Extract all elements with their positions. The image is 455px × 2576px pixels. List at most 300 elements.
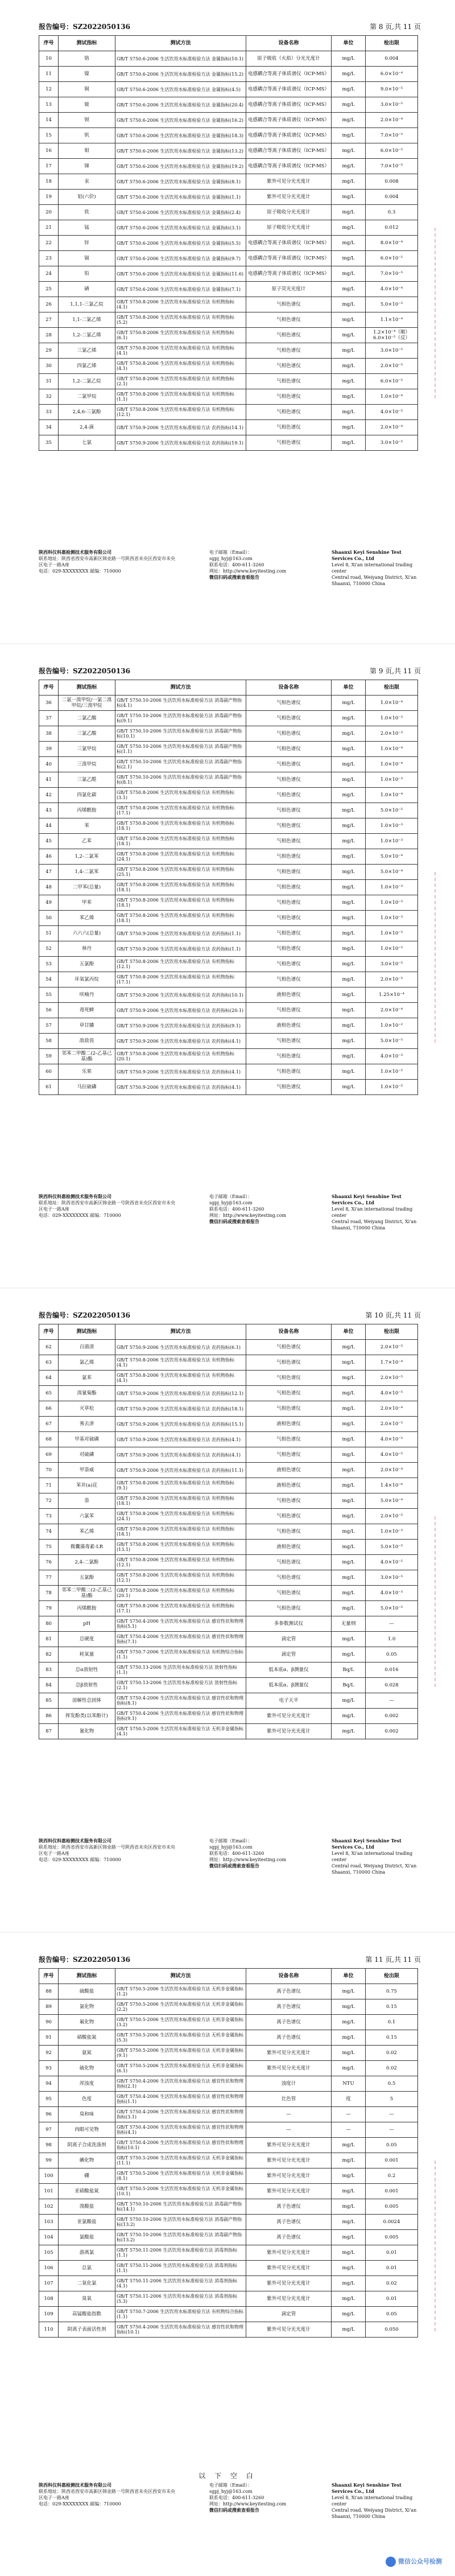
table-cell: GB/T 5750.6-2006 生活饮用水标准检验方法 金属指标(19.2) [115,159,246,174]
table-cell: 气相色谱仪 [246,1034,332,1049]
report-page [0,1289,455,1932]
table-cell: 64 [39,1371,59,1386]
table-cell: 76 [39,1555,59,1570]
table-cell: 4.0×10⁻⁵ [366,1432,418,1447]
table-cell: 钼 [59,143,115,159]
table-cell: 6.0×10⁻⁴ [366,67,418,82]
table-cell: 5.0×10⁻⁵ [366,1034,418,1049]
table-cell: GB/T 5750.6-2006 生活饮用水标准检验方法 金属指标(18.3) [115,128,246,143]
report-page [0,1933,455,2576]
table-cell: 1.0×10⁻³ [366,834,418,849]
table-cell: mg/L [332,266,366,282]
table-cell: 77 [39,1570,59,1586]
page-footer [39,1194,421,1233]
table-cell: GB/T 5750.11-2006 生活饮用水标准检验方法 消毒剂指标(5.3) [115,2291,246,2307]
table-cell: 44 [39,818,59,834]
table-cell: 铬 [59,51,115,67]
table-cell: 5.0×10⁻⁵ [366,803,418,818]
table-cell: 滴定管 [246,2307,332,2322]
table-cell: 24 [39,266,59,282]
table-cell: 气相色谱仪 [246,328,332,343]
table-cell: 50 [39,911,59,926]
table-cell: 气相色谱仪 [246,803,332,818]
table-cell: GB/T 5750.8-2006 生活饮用水标准检验方法 有机物指标(20.1) [115,1049,246,1064]
table-row [39,343,418,359]
table-cell: mg/L [332,834,366,849]
seam-stamp-mark [435,228,444,398]
table-cell: 1,2-二氯苯 [59,849,115,865]
table-cell: mg/L [332,190,366,205]
table-cell: 71 [39,1478,59,1493]
table-cell: mg/L [332,1417,366,1432]
table-cell: 气相色谱仪 [246,374,332,389]
table-cell: 气相色谱仪 [246,880,332,895]
table-cell: 59 [39,1049,59,1064]
table-cell: 9.0×10⁻⁵ [366,82,418,97]
table-cell: GB/T 5750.6-2006 生活饮用水标准检验方法 金属指标(3.1) [115,220,246,236]
table-cell: 臭和味 [59,2107,115,2122]
footer-contact [209,1194,295,1225]
table-cell: 0.05 [366,2138,418,2153]
table-cell: — [366,1693,418,1709]
footer-line: 陕西科仪科惠检测技术服务有限公司 [39,2482,111,2488]
table-cell: 47 [39,865,59,880]
table-cell: 1.0×10⁻⁵ [366,1064,418,1080]
table-cell: 硫酸盐 [59,1984,115,1999]
table-cell: 68 [39,1432,59,1447]
footer-line: 联系电话：400-611-3260 [209,2495,264,2500]
table-cell: 总α放射性 [59,1663,115,1678]
table-cell: 17 [39,159,59,174]
table-cell: 57 [39,1018,59,1034]
footer-line: 电话：029-XXXXXXXX 邮编：710000 [39,2501,121,2507]
table-cell: 36 [39,696,59,711]
table-cell: 1.0×10⁻³ [366,911,418,926]
table-cell: 比色管 [246,2092,332,2107]
table-cell: 101 [39,2184,59,2199]
report-number: 报告编号：SZ2022050136 [39,1311,130,1319]
table-cell: 28 [39,328,59,343]
table-cell: GB/T 5750.10-2006 生活饮用水标准检验方法 消毒副产物指标(10.1) [115,726,246,742]
column-header: 测试方法 [115,680,246,696]
table-cell: 气相色谱仪 [246,420,332,435]
test-methods-table [39,680,418,1095]
table-cell: 0.001 [366,2184,418,2199]
footer-line: Central road, Weiyang District, Xi'an [332,1219,417,1224]
table-cell: GB/T 5750.10-2006 生活饮用水标准检验方法 消毒副产物指标(9.1) [115,711,246,726]
table-row [39,1386,418,1401]
column-header: 检出限 [366,680,418,696]
table-cell: 离子色谱仪 [246,1984,332,1999]
table-cell: 6.0×10⁻⁵ [366,374,418,389]
footer-line: Shaanxi Keyi Senshine Test Services Co., Ltd [332,1838,402,1850]
table-cell: 0.3 [366,205,418,220]
table-cell: mg/L [332,174,366,190]
table-cell: 23 [39,251,59,266]
table-cell: 亚氯酸盐 [59,2215,115,2230]
table-cell: mg/L [332,51,366,67]
footer-line: 电话：029-XXXXXXXX 邮编：710000 [39,569,121,574]
table-cell: mg/L [332,343,366,359]
table-row [39,328,418,343]
table-cell: 26 [39,297,59,312]
table-cell: 气相色谱仪 [246,1509,332,1524]
footer-company-cn [39,1194,175,1219]
table-cell: 环氧氯丙烷 [59,972,115,987]
table-cell: GB/T 5750.9-2006 生活饮用水标准检验方法 农药指标(1.1) [115,926,246,941]
table-cell: 乐果 [59,1064,115,1080]
column-header: 测试指标 [59,680,115,696]
table-cell: GB/T 5750.9-2006 生活饮用水标准检验方法 农药指标(6.1) [115,1340,246,1355]
table-cell: pH [59,1616,115,1632]
table-cell: 硫化物 [59,2061,115,2076]
table-cell: mg/L [332,251,366,266]
table-cell: 54 [39,972,59,987]
table-cell: GB/T 5750.6-2006 生活饮用水标准检验方法 金属指标(13.2) [115,143,246,159]
footer-line: 电话：029-XXXXXXXX 邮编：710000 [39,1857,121,1862]
table-cell: GB/T 5750.6-2006 生活饮用水标准检验方法 金属指标(7.1) [115,282,246,297]
table-cell: 色度 [59,2092,115,2107]
table-cell: GB/T 5750.8-2006 生活饮用水标准检验方法 有机物指标(13.1) [115,1540,246,1555]
table-cell: 三溴甲烷 [59,757,115,772]
table-row [39,2138,418,2153]
table-cell: 16 [39,143,59,159]
table-cell: 原子吸收分光光度计 [246,220,332,236]
table-cell: GB/T 5750.8-2006 生活饮用水标准检验方法 有机物指标(4.1) [115,343,246,359]
table-row [39,1432,418,1447]
table-cell: mg/L [332,2030,366,2046]
table-row [39,726,418,742]
table-cell: 2.0×10⁻⁵ [366,1371,418,1386]
watermark-text: 微信公众号检测 [398,2558,442,2565]
table-cell: mg/L [332,282,366,297]
table-cell: 1,4-二氯苯 [59,865,115,880]
column-header: 设备名称 [246,1324,332,1340]
footer-line: Level 8, Xi'an international trading center [332,1851,413,1862]
table-cell: 108 [39,2291,59,2307]
table-cell: 65 [39,1386,59,1401]
table-cell: 气相色谱仪 [246,834,332,849]
table-cell: 42 [39,788,59,803]
table-cell: 电感耦合等离子体质谱仪（ICP-MS） [246,143,332,159]
table-cell: 马拉硫磷 [59,1080,115,1095]
table-row [39,113,418,128]
table-row [39,2276,418,2291]
table-cell: mg/L [332,1693,366,1709]
table-cell: 氰化物 [59,1724,115,1739]
table-cell: 33 [39,405,59,420]
table-cell: 溴氰菊酯 [59,1386,115,1401]
table-cell: GB/T 5750.9-2006 生活饮用水标准检验方法 农药指标(20.1) [115,1003,246,1018]
table-cell: 1.0×10⁻³ [366,772,418,788]
table-cell: GB/T 5750.8-2006 生活饮用水标准检验方法 有机物指标(18.1) [115,834,246,849]
table-cell: 43 [39,803,59,818]
table-row [39,2245,418,2261]
table-cell: 1.0×10⁻⁵ [366,1080,418,1095]
table-cell: 1,2-二氯乙烯 [59,328,115,343]
table-cell: 8.0×10⁻⁴ [366,236,418,251]
table-cell: 0.5 [366,2076,418,2092]
table-cell: 气相色谱仪 [246,1493,332,1509]
table-cell: 0.01 [366,2261,418,2276]
footer-line: 微信扫码或搜索查看报告 [209,2507,259,2513]
column-header: 设备名称 [246,36,332,51]
footer-company-en [332,549,423,587]
table-cell: 7.0×10⁻⁵ [366,159,418,174]
column-header: 测试指标 [59,36,115,51]
report-page [0,0,455,643]
table-row [39,67,418,82]
table-cell: 0.008 [366,174,418,190]
table-cell: 邻苯二甲酸二(2-乙基己基)酯 [59,1049,115,1064]
table-cell: 1.0×10⁻³ [366,1524,418,1540]
table-cell: mg/L [332,1064,366,1080]
column-header: 检出限 [366,1969,418,1984]
table-row [39,190,418,205]
table-cell: GB/T 5750.6-2006 生活饮用水标准检验方法 金属指标(15.2) [115,67,246,82]
table-row [39,1709,418,1724]
footer-line: 联系电话：400-611-3260 [209,1851,264,1856]
table-cell: mg/L [332,205,366,220]
table-cell: mg/L [332,1586,366,1601]
table-cell: mg/L [332,1632,366,1647]
table-cell: 1.0 [366,1632,418,1647]
footer-line: 电子邮箱（Email）：sgpj_hyj@163.com [209,550,253,561]
table-cell: 0.05 [366,1647,418,1663]
footer-line: Central road, Weiyang District, Xi'an [332,575,417,580]
table-cell: mg/L [332,2322,366,2338]
table-cell: 紫外可见分光光度计 [246,2322,332,2338]
table-cell: 1.4×10⁻⁶ [366,1478,418,1493]
footer-line: 网址：http://www.keyitesting.com [209,2501,287,2507]
table-cell: mg/L [332,328,366,343]
table-cell: 6.0×10⁻⁵ [366,143,418,159]
table-cell: mg/L [332,2015,366,2030]
table-row [39,1417,418,1432]
table-cell: 紫外可见分光光度计 [246,2276,332,2291]
table-row [39,1509,418,1524]
table-cell: GB/T 5750.8-2006 生活饮用水标准检验方法 有机物指标(12.1) [115,1570,246,1586]
table-cell: 2.0×10⁻⁵ [366,972,418,987]
table-cell: mg/L [332,941,366,957]
test-methods-table [39,35,418,451]
table-cell: 14 [39,113,59,128]
table-cell: 37 [39,711,59,726]
table-cell: 90 [39,2015,59,2030]
table-cell: mg/L [332,803,366,818]
footer-line: 联系地址：陕西省西安市高新区锦业路一号陕西省未央区西安市未央区电子一路A座 [39,556,175,567]
footer-line: 联系地址：陕西省西安市高新区锦业路一号陕西省未央区西安市未央区电子一路A座 [39,1845,175,1856]
table-cell: 紫外可见分光光度计 [246,1724,332,1739]
table-cell: 电感耦合等离子体质谱仪（ICP-MS） [246,236,332,251]
table-cell: 原子吸收分光光度计 [246,205,332,220]
table-row [39,2322,418,2338]
table-cell: 40 [39,757,59,772]
table-cell: 0.004 [366,190,418,205]
table-cell: 39 [39,742,59,757]
table-cell: 106 [39,2261,59,2276]
table-cell: 20 [39,205,59,220]
footer-line: 联系电话：400-611-3260 [209,1207,264,1212]
table-row [39,312,418,328]
table-cell: 73 [39,1509,59,1524]
table-cell: 气相色谱仪 [246,435,332,451]
table-row [39,1003,418,1018]
table-cell: mg/L [332,435,366,451]
footer-line: Shaanxi Keyi Senshine Test Services Co., Ltd [332,1194,402,1205]
table-cell: mg/L [332,2061,366,2076]
table-row [39,2307,418,2322]
table-cell: 7.0×10⁻⁵ [366,128,418,143]
table-cell: — [366,2122,418,2138]
footer-company-cn [39,2482,175,2507]
table-cell: 铍 [59,97,115,113]
table-row [39,1478,418,1493]
table-cell: 苯乙烯 [59,911,115,926]
table-cell: Bq/L [332,1678,366,1693]
table-cell: GB/T 5750.4-2006 生活饮用水标准检验方法 感官性状和物理指标(10.1) [115,2138,246,2153]
table-cell: 电感耦合等离子体质谱仪（ICP-MS） [246,82,332,97]
column-header: 测试方法 [115,36,246,51]
page-number: 第 8 页,共 11 页 [370,23,421,31]
table-cell: 气相色谱仪 [246,711,332,726]
table-cell: 1.0×10⁻⁴ [366,757,418,772]
table-cell: 五氯酚 [59,1570,115,1586]
table-cell: GB/T 5750.6-2006 生活饮用水标准检验方法 金属指标(9.7) [115,251,246,266]
table-cell: 0.02 [366,2276,418,2291]
table-row [39,174,418,190]
table-cell: 紫外可见分光光度计 [246,174,332,190]
table-cell: 甲基对硫磷 [59,1432,115,1447]
seam-stamp-mark [435,1516,444,1687]
table-cell: 0.15 [366,2030,418,2046]
table-cell: 氟化物 [59,2015,115,2030]
table-row [39,865,418,880]
table-row [39,143,418,159]
table-cell: 88 [39,1984,59,1999]
table-row [39,972,418,987]
table-row [39,2261,418,2276]
table-cell: 0.050 [366,2322,418,2338]
table-cell: GB/T 5750.4-2006 生活饮用水标准检验方法 感官性状和物理指标(8.1) [115,1693,246,1709]
table-cell: mg/L [332,1509,366,1524]
table-cell: mg/L [332,128,366,143]
table-cell: 2.0×10⁻⁵ [366,1340,418,1355]
table-cell: mg/L [332,911,366,926]
table-row [39,1632,418,1647]
table-cell: 气相色谱仪 [246,926,332,941]
table-cell: 钡 [59,113,115,128]
table-row [39,1463,418,1478]
table-cell: 1.1×10⁻⁴ [366,312,418,328]
table-cell: 93 [39,2061,59,2076]
table-cell: 63 [39,1355,59,1371]
table-cell: mg/L [332,1401,366,1417]
table-cell: 1,1-二氯乙烯 [59,312,115,328]
table-cell: 34 [39,420,59,435]
seam-stamp-mark [435,872,444,1043]
table-cell: 电感耦合等离子体质谱仪（ICP-MS） [246,159,332,174]
table-cell: 100 [39,2168,59,2184]
footer-line: Shaanxi, 710000 China [332,581,386,586]
table-cell: GB/T 5750.8-2006 生活饮用水标准检验方法 有机物指标(12.1) [115,405,246,420]
seam-stamp-mark [435,2161,444,2331]
table-cell: 5.0×10⁻⁵ [366,1540,418,1555]
table-cell: mg/L [332,2245,366,2261]
table-cell: mg/L [332,97,366,113]
table-row [39,2061,418,2076]
table-cell: mg/L [332,2184,366,2199]
footer-company-en [332,1838,423,1875]
table-cell: GB/T 5750.11-2006 生活饮用水标准检验方法 消毒剂指标(1.1) [115,2261,246,2276]
table-cell: GB/T 5750.5-2006 生活饮用水标准检验方法 无机非金属指标(6.1) [115,2061,246,2076]
table-cell: GB/T 5750.8-2006 生活饮用水标准检验方法 有机物指标(4.1) [115,297,246,312]
table-cell: 气相色谱仪 [246,757,332,772]
column-header: 序号 [39,680,59,696]
table-row [39,1693,418,1709]
table-cell: 4.0×10⁻⁴ [366,282,418,297]
table-cell: mg/L [332,67,366,82]
table-row [39,435,418,451]
footer-line: 电子邮箱（Email）：sgpj_hyj@163.com [209,1838,253,1850]
table-cell: mg/L [332,1647,366,1663]
table-cell: 气相色谱仪 [246,1386,332,1401]
table-row [39,2199,418,2215]
table-row [39,2168,418,2184]
table-row [39,359,418,374]
table-cell: 0.005 [366,2199,418,2215]
footer-line: Shaanxi, 710000 China [332,1225,386,1231]
table-cell: 0.012 [366,220,418,236]
table-cell: 铝(六价) [59,190,115,205]
table-cell: 1.0×10⁻³ [366,895,418,911]
table-cell: 95 [39,2092,59,2107]
table-cell: GB/T 5750.10-2006 生活饮用水标准检验方法 消毒副产物指标(8.1) [115,772,246,788]
table-cell: GB/T 5750.8-2006 生活饮用水标准检验方法 有机物指标(20.1) [115,1586,246,1601]
table-cell: 紫外可见分光光度计 [246,2168,332,2184]
table-cell: GB/T 5750.6-2006 生活饮用水标准检验方法 金属指标(1.1) [115,190,246,205]
table-cell: mg/L [332,143,366,159]
table-row [39,2092,418,2107]
table-cell: 3.0×10⁻⁵ [366,1570,418,1586]
table-row [39,128,418,143]
table-cell: 83 [39,1663,59,1678]
table-cell: 紫外可见分光光度计 [246,2138,332,2153]
table-cell: 二氧化氯 [59,2276,115,2291]
table-cell: 液相色谱仪 [246,1463,332,1478]
table-cell: 离子色谱仪 [246,2199,332,2215]
table-row [39,1724,418,1739]
table-cell: GB/T 5750.13-2006 生活饮用水标准检验方法 放射性指标(2.1) [115,1678,246,1693]
table-cell: 31 [39,374,59,389]
table-row [39,742,418,757]
watermark-badge [386,2557,448,2571]
table-cell: mg/L [332,1570,366,1586]
footer-contact [209,549,295,581]
table-cell: mg/L [332,159,366,174]
table-cell: mg/L [332,1493,366,1509]
table-cell: GB/T 5750.8-2006 生活饮用水标准检验方法 有机物指标(18.1) [115,895,246,911]
column-header: 检出限 [366,36,418,51]
page-footer [39,549,421,589]
table-row [39,389,418,405]
table-cell: 三氯乙酸 [59,726,115,742]
table-cell: GB/T 5750.9-2006 生活饮用水标准检验方法 农药指标(4.1) [115,1080,246,1095]
table-cell: 1.7×10⁻⁴ [366,1355,418,1371]
table-cell: 55 [39,987,59,1003]
table-cell: — [366,1616,418,1632]
table-cell: mg/L [332,236,366,251]
